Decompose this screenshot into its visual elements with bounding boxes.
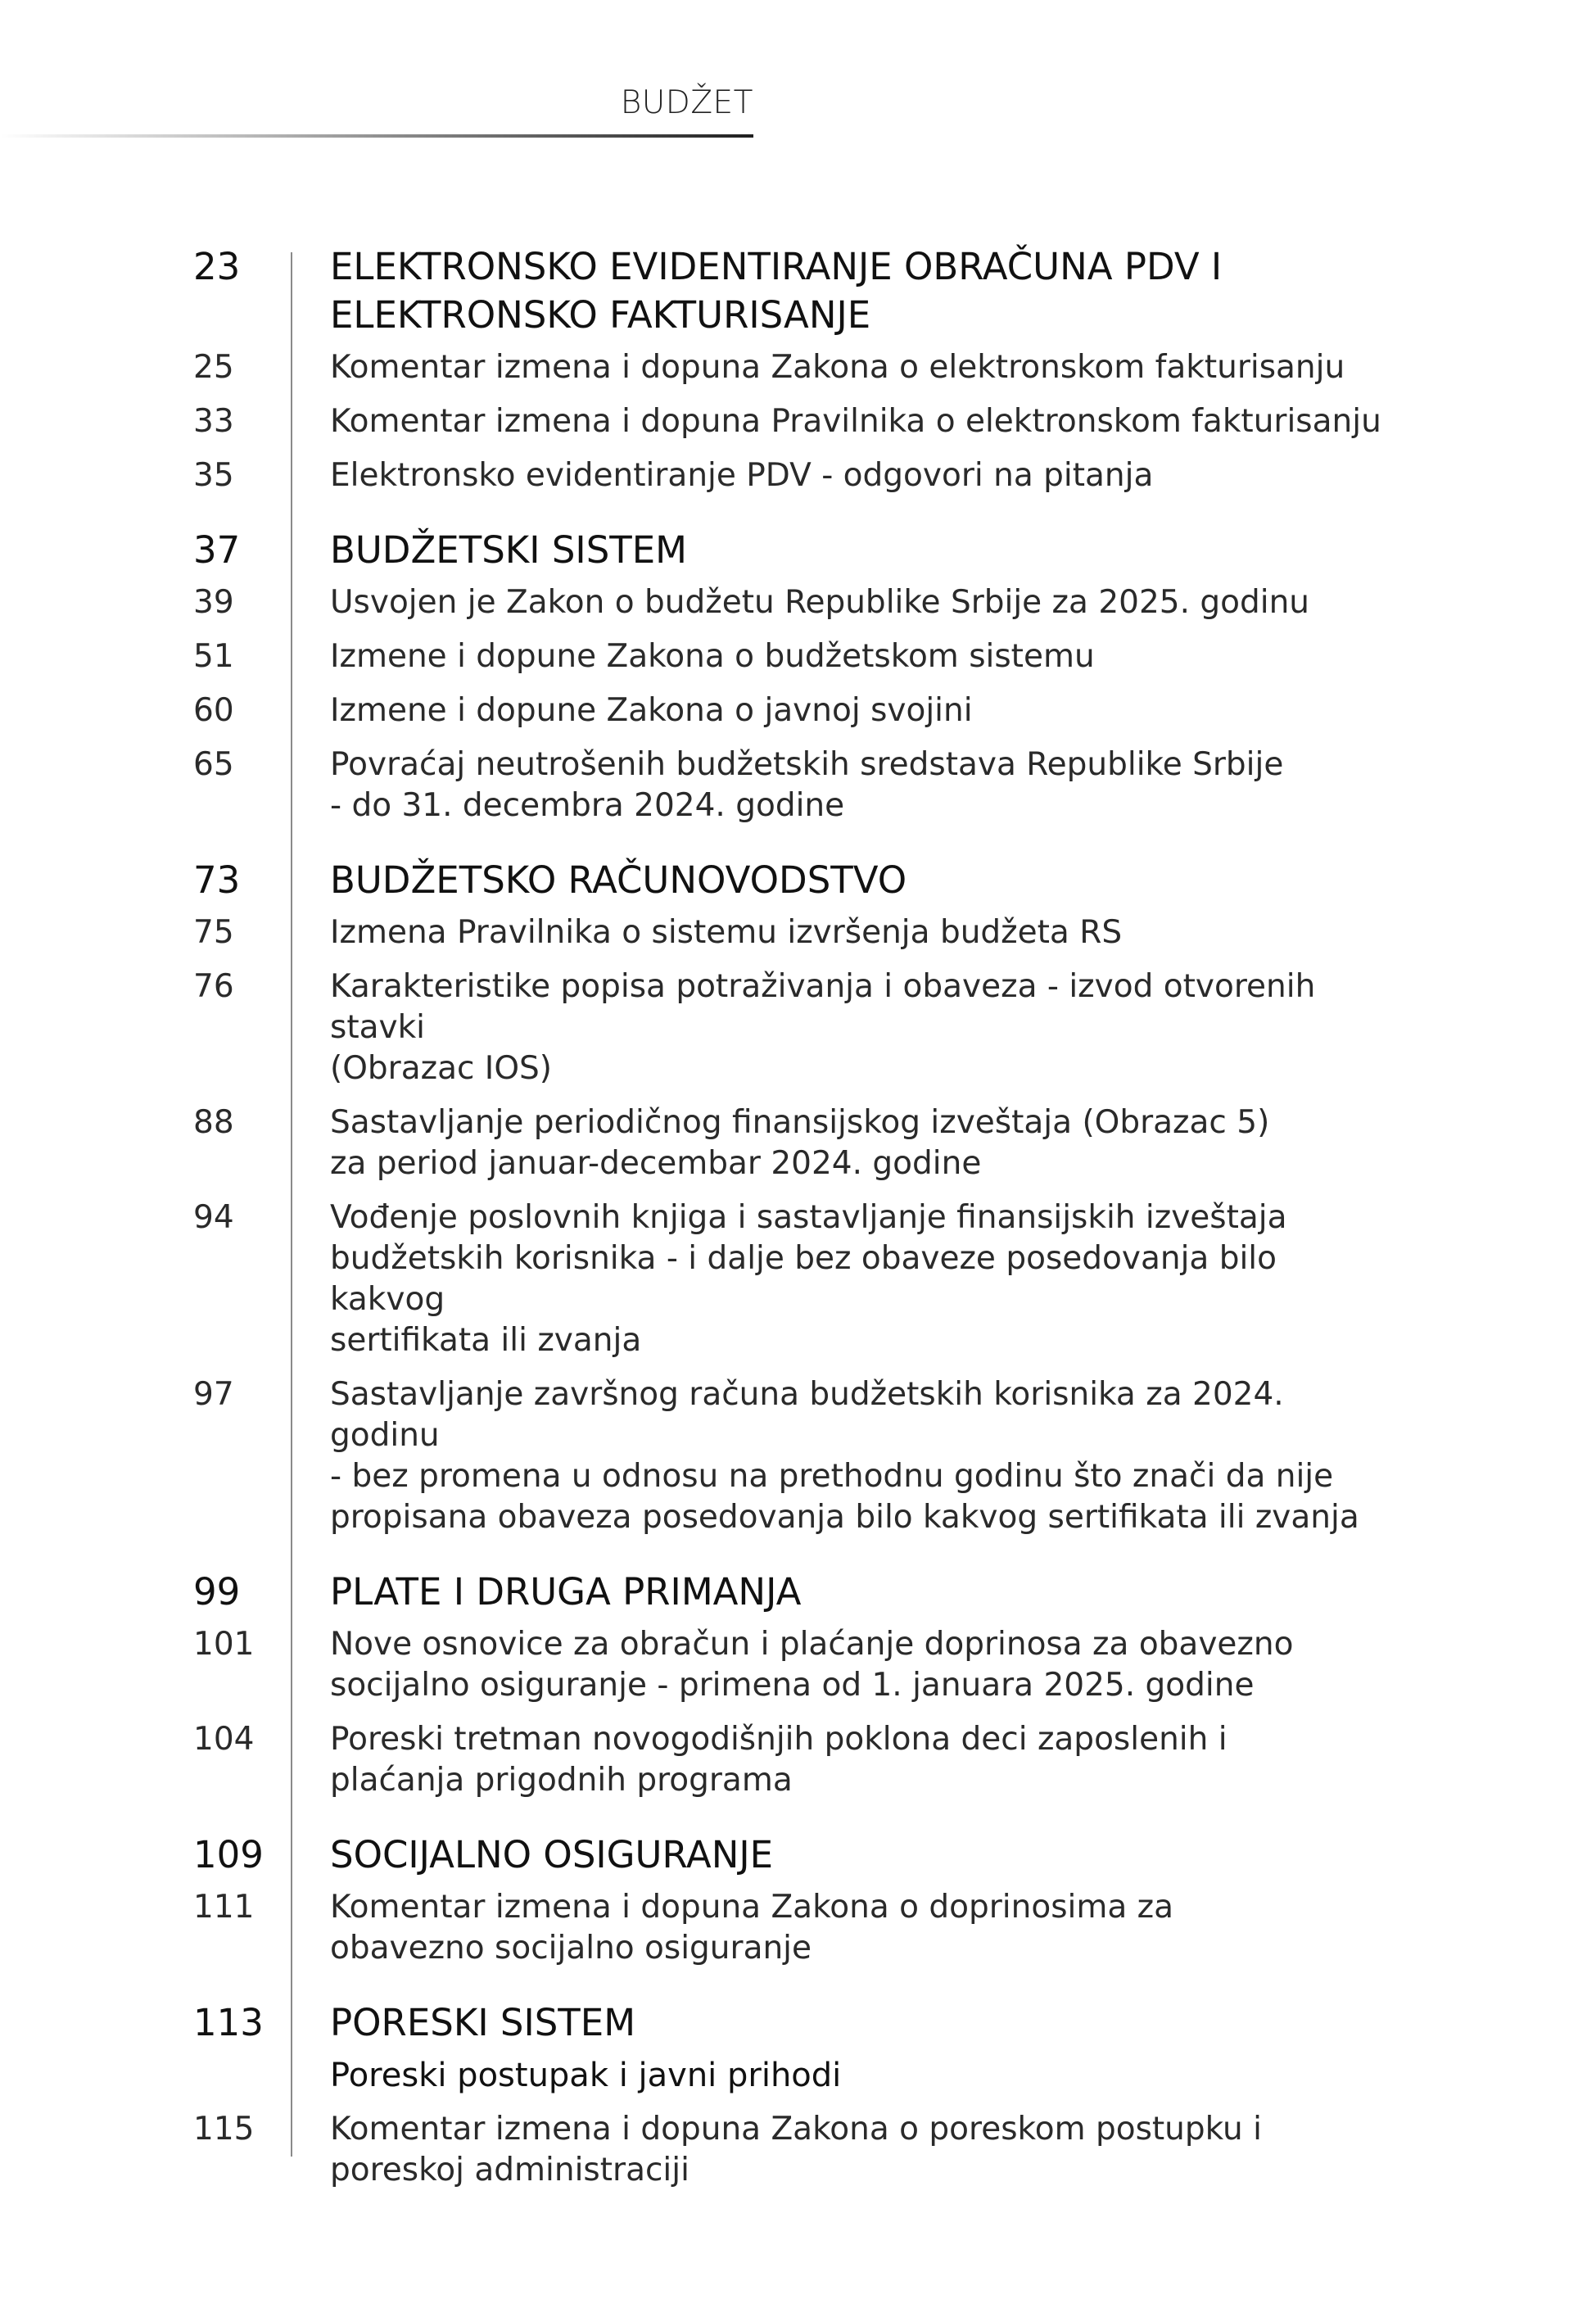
entry-title: Izmene i dopune Zakona o budžetskom sistemu xyxy=(330,638,1095,675)
toc-section xyxy=(193,1568,1389,1801)
entry-title: Nove osnovice za obračun i plaćanje doprinosa za obavezno socijalno osiguranje - primena od 1. januara 2025. godine xyxy=(330,1626,1294,1704)
section-page-number: 23 xyxy=(193,245,241,288)
header-rule xyxy=(0,134,753,138)
entry-title: Poreski tretman novogodišnjih poklona deci zaposlenih i plaćanja prigodnih programa xyxy=(330,1721,1228,1799)
section-page-number: 73 xyxy=(193,858,241,902)
toc-entry[interactable] xyxy=(193,912,1389,953)
entry-page-number: 75 xyxy=(193,914,234,951)
section-title: BUDŽETSKO RAČUNOVODSTVO xyxy=(330,858,907,902)
entry-title: Elektronsko evidentiranje PDV - odgovori na pitanja xyxy=(330,457,1154,494)
toc-entry[interactable] xyxy=(193,347,1389,388)
subsection-title: Poreski postupak i javni prihodi xyxy=(330,2057,842,2094)
entry-title: Izmena Pravilnika o sistemu izvršenja budžeta RS xyxy=(330,914,1123,951)
entry-page-number: 94 xyxy=(193,1199,234,1236)
entry-page-number: 65 xyxy=(193,746,234,783)
entry-page-number: 101 xyxy=(193,1626,255,1663)
toc-entry[interactable] xyxy=(193,1102,1389,1184)
running-header-title: BUDŽET xyxy=(620,84,753,121)
entry-title: Sastavljanje periodičnog finansijskog izveštaja (Obrazac 5) za period januar-decembar 2024. godine xyxy=(330,1104,1270,1182)
section-page-number: 99 xyxy=(193,1570,241,1614)
toc-section xyxy=(193,856,1389,1538)
entry-page-number: 111 xyxy=(193,1889,255,1926)
toc-entry[interactable] xyxy=(193,582,1389,623)
toc-entry[interactable] xyxy=(193,401,1389,442)
entry-page-number: 51 xyxy=(193,638,234,675)
entry-page-number: 60 xyxy=(193,692,234,729)
toc-entry[interactable] xyxy=(193,690,1389,731)
toc-entry[interactable] xyxy=(193,966,1389,1089)
section-heading[interactable] xyxy=(193,856,1389,904)
entry-title: Sastavljanje završnog računa budžetskih korisnika za 2024. godinu - bez promena u odnosu na prethodnu godinu što znači da nije propisana obaveza posedovanja bilo kakvog sertifikata ili zvanja xyxy=(330,1376,1359,1536)
entry-page-number: 39 xyxy=(193,584,234,621)
toc-section xyxy=(193,242,1389,496)
toc-entry[interactable] xyxy=(193,636,1389,677)
toc-entry[interactable] xyxy=(193,1624,1389,1706)
toc-section xyxy=(193,526,1389,826)
entry-page-number: 25 xyxy=(193,349,234,386)
entry-title: Komentar izmena i dopuna Pravilnika o elektronskom fakturisanju xyxy=(330,403,1381,440)
toc-entry[interactable] xyxy=(193,1719,1389,1801)
entry-title: Povraćaj neutrošenih budžetskih sredstava Republike Srbije - do 31. decembra 2024. godine xyxy=(330,746,1284,824)
toc-entry[interactable] xyxy=(193,1374,1389,1538)
entry-page-number: 33 xyxy=(193,403,234,440)
entry-title: Vođenje poslovnih knjiga i sastavljanje finansijskih izveštaja budžetskih korisnika - i dalje bez obaveze posedovanja bilo kakvog sertifikata ili zvanja xyxy=(330,1199,1287,1359)
section-title: PLATE I DRUGA PRIMANJA xyxy=(330,1570,802,1614)
toc-entry[interactable] xyxy=(193,1887,1389,1969)
subsection-heading xyxy=(193,2055,1389,2096)
toc-section xyxy=(193,1831,1389,1969)
section-heading[interactable] xyxy=(193,242,1389,339)
entry-page-number: 97 xyxy=(193,1376,234,1413)
section-page-number: 37 xyxy=(193,528,241,572)
section-page-number: 109 xyxy=(193,1833,264,1876)
entry-page-number: 76 xyxy=(193,968,234,1005)
toc-entry[interactable] xyxy=(193,1197,1389,1361)
entry-title: Komentar izmena i dopuna Zakona o doprinosima za obavezno socijalno osiguranje xyxy=(330,1889,1174,1967)
entry-page-number: 104 xyxy=(193,1721,255,1758)
entry-page-number: 115 xyxy=(193,2111,255,2148)
section-page-number: 113 xyxy=(193,2001,264,2044)
toc-entry[interactable] xyxy=(193,745,1389,826)
section-title: ELEKTRONSKO EVIDENTIRANJE OBRAČUNA PDV I ELEKTRONSKO FAKTURISANJE xyxy=(330,245,1223,337)
entry-title: Usvojen je Zakon o budžetu Republike Srbije za 2025. godinu xyxy=(330,584,1310,621)
toc-entry[interactable] xyxy=(193,455,1389,496)
entry-title: Karakteristike popisa potraživanja i obaveza - izvod otvorenih stavki (Obrazac IOS) xyxy=(330,968,1316,1087)
toc-section xyxy=(193,1998,1389,2191)
table-of-contents xyxy=(193,242,1389,2220)
section-heading[interactable] xyxy=(193,1998,1389,2047)
section-title: BUDŽETSKI SISTEM xyxy=(330,528,688,572)
section-title: PORESKI SISTEM xyxy=(330,2001,636,2044)
section-title: SOCIJALNO OSIGURANJE xyxy=(330,1833,774,1876)
entry-page-number: 35 xyxy=(193,457,234,494)
entry-page-number: 88 xyxy=(193,1104,234,1141)
toc-entry[interactable] xyxy=(193,2109,1389,2191)
entry-title: Komentar izmena i dopuna Zakona o elektronskom fakturisanju xyxy=(330,349,1345,386)
section-heading[interactable] xyxy=(193,1831,1389,1879)
section-heading[interactable] xyxy=(193,526,1389,574)
entry-title: Komentar izmena i dopuna Zakona o poreskom postupku i poreskoj administraciji xyxy=(330,2111,1262,2188)
entry-title: Izmene i dopune Zakona o javnoj svojini xyxy=(330,692,973,729)
section-heading[interactable] xyxy=(193,1568,1389,1616)
